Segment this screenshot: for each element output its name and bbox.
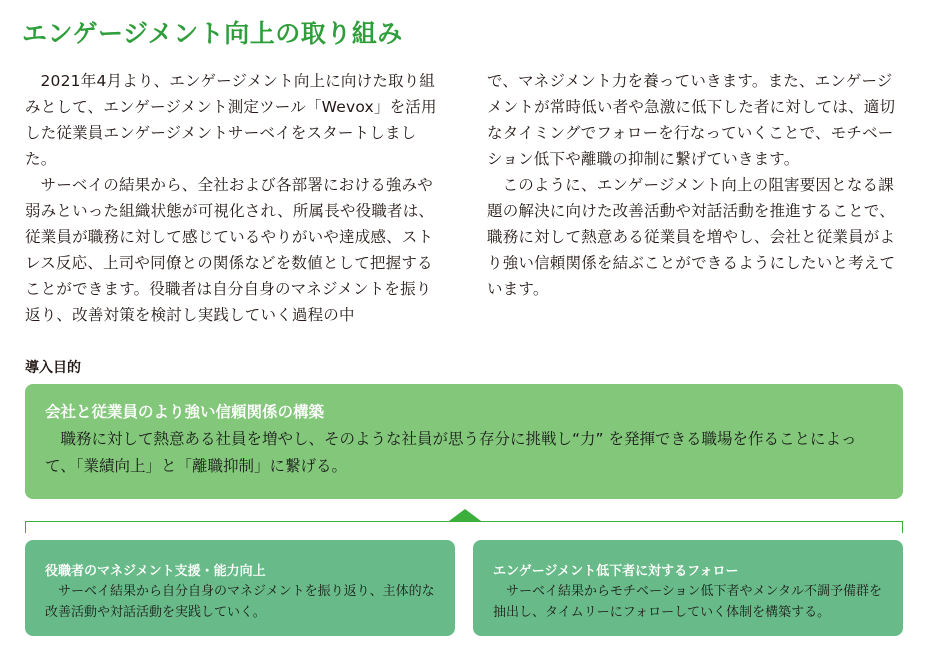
up-arrow-icon: [449, 509, 481, 521]
section-label: 導入目的: [25, 360, 81, 376]
low-engagement-follow-heading: エンゲージメント低下者に対するフォロー: [493, 564, 739, 579]
management-support-heading: 役職者のマネジメント支援・能力向上: [45, 564, 266, 579]
paragraph: で、マネジメント力を養っていきます。また、エンゲージメントが常時低い者や急激に低下した者に対しては、適切なタイミングでフォローを行なっていくことで、モチベーション低下や離職の抑制に繋げていきます。: [487, 72, 896, 168]
paragraph: サーベイの結果から、全社および各部署における強みや弱みといった組織状態が可視化され、所属長や役職者は、従業員が職務に対して感じているやりがいや達成感、ストレス反応、上司や同僚との関係などを数値として把握することができます。役職者は自分自身のマネジメントを振り返り、改善対策を検討し実践していく過程の中: [25, 176, 435, 324]
paragraph: 2021年4月より、エンゲージメント向上に向けた取り組みとして、エンゲージメント測定ツール「Wevox」を活用した従業員エンゲージメントサーベイをスタートしました。: [25, 72, 437, 168]
purpose-main-body: 職務に対して熱意ある社員を増やし、そのような社員が思う存分に挑戦し“力” を発揮できる職場を作ることによって、「業績向上」と「離職抑制」に繋げる。: [45, 430, 857, 475]
management-support-box: [25, 540, 455, 636]
management-support-body: サーベイ結果から自分自身のマネジメントを振り返り、主体的な改善活動や対話活動を実践していく。: [45, 584, 435, 620]
low-engagement-follow-body: サーベイ結果からモチベーション低下者やメンタル不調予備群を抽出し、タイムリーにフォローしていく体制を構築する。: [493, 584, 882, 620]
left-text-column: [25, 68, 445, 328]
purpose-main-heading: 会社と従業員のより強い信頼関係の構築: [45, 403, 325, 421]
right-text-column: [487, 68, 907, 302]
purpose-main-box: [25, 384, 903, 499]
low-engagement-follow-box: [473, 540, 903, 636]
connector-bracket: [25, 521, 903, 533]
paragraph: このように、エンゲージメント向上の阻害要因となる課題の解決に向けた改善活動や対話活動を推進することで、職務に対して熱意ある従業員を増やし、会社と従業員がより強い信頼関係を結ぶことができるようにしたいと考えています。: [487, 176, 896, 298]
page-title: エンゲージメント向上の取り組み: [22, 19, 403, 48]
